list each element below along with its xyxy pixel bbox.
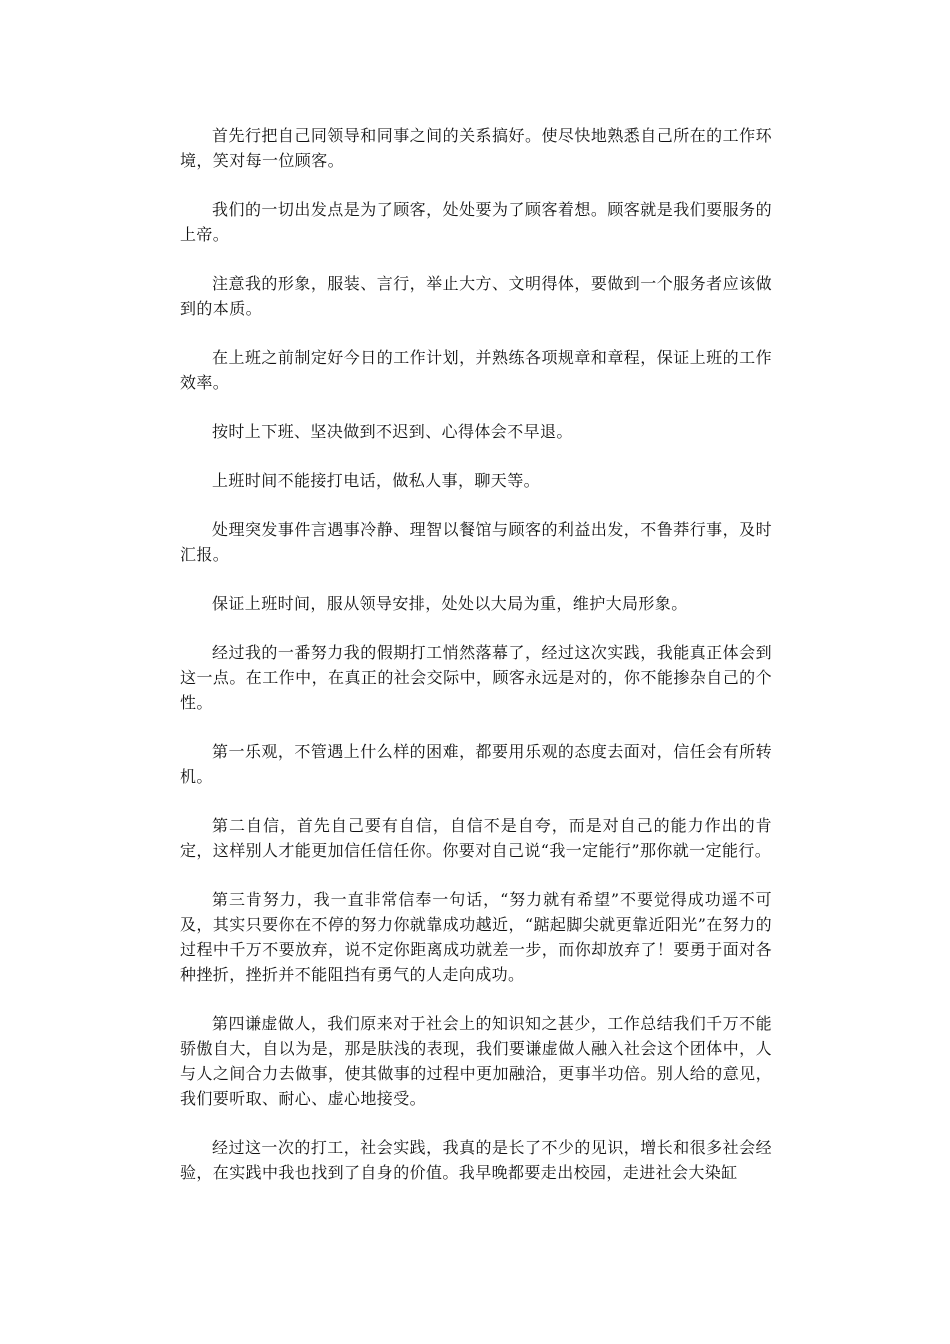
paragraph: 处理突发事件言遇事冷静、理智以餐馆与顾客的利益出发，不鲁莽行事，及时汇报。 — [180, 520, 772, 564]
paragraph: 第四谦虚做人，我们原来对于社会上的知识知之甚少，工作总结我们千万不能骄傲自大，自以为是，那是肤浅的表现，我们要谦虚做人融入社会这个团体中，人与人之间合力去做事，使其做事的过程中更加融洽，更事半功倍。别人给的意见，我们要听取、耐心、虚心地接受。 — [180, 1014, 772, 1108]
paragraph: 上班时间不能接打电话，做私人事，聊天等。 — [212, 471, 541, 490]
paragraph: 经过我的一番努力我的假期打工悄然落幕了，经过这次实践，我能真正体会到这一点。在工作中，在真正的社会交际中，顾客永远是对的，你不能掺杂自己的个性。 — [180, 643, 772, 712]
paragraph: 第二自信，首先自己要有自信，自信不是自夸，而是对自己的能力作出的肯定，这样别人才能更加信任信任你。你要对自己说“我一定能行”那你就一定能行。 — [180, 816, 772, 860]
paragraph: 首先行把自己同领导和同事之间的关系搞好。使尽快地熟悉自己所在的工作环境，笑对每一位顾客。 — [180, 126, 772, 170]
paragraph: 我们的一切出发点是为了顾客，处处要为了顾客着想。顾客就是我们要服务的上帝。 — [180, 200, 772, 244]
paragraph: 第三肯努力，我一直非常信奉一句话，“努力就有希望”不要觉得成功遥不可及，其实只要你在不停的努力你就靠成功越近，“踮起脚尖就更靠近阳光”在努力的过程中千万不要放弃，说不定你距离成功就差一步，而你却放弃了！要勇于面对各种挫折，挫折并不能阻挡有勇气的人走向成功。 — [180, 890, 772, 984]
paragraph: 在上班之前制定好今日的工作计划，并熟练各项规章和章程，保证上班的工作效率。 — [180, 348, 772, 392]
paragraph: 按时上下班、坚决做到不迟到、心得体会不早退。 — [212, 422, 573, 441]
paragraph: 注意我的形象，服装、言行，举止大方、文明得体，要做到一个服务者应该做到的本质。 — [180, 274, 772, 318]
paragraph: 保证上班时间，服从领导安排，处处以大局为重，维护大局形象。 — [212, 594, 688, 613]
document-body — [180, 123, 772, 1209]
paragraph: 第一乐观，不管遇上什么样的困难，都要用乐观的态度去面对，信任会有所转机。 — [180, 742, 772, 786]
paragraph: 经过这一次的打工，社会实践，我真的是长了不少的见识，增长和很多社会经验，在实践中我也找到了自身的价值。我早晚都要走出校园，走进社会大染缸 — [180, 1138, 772, 1182]
